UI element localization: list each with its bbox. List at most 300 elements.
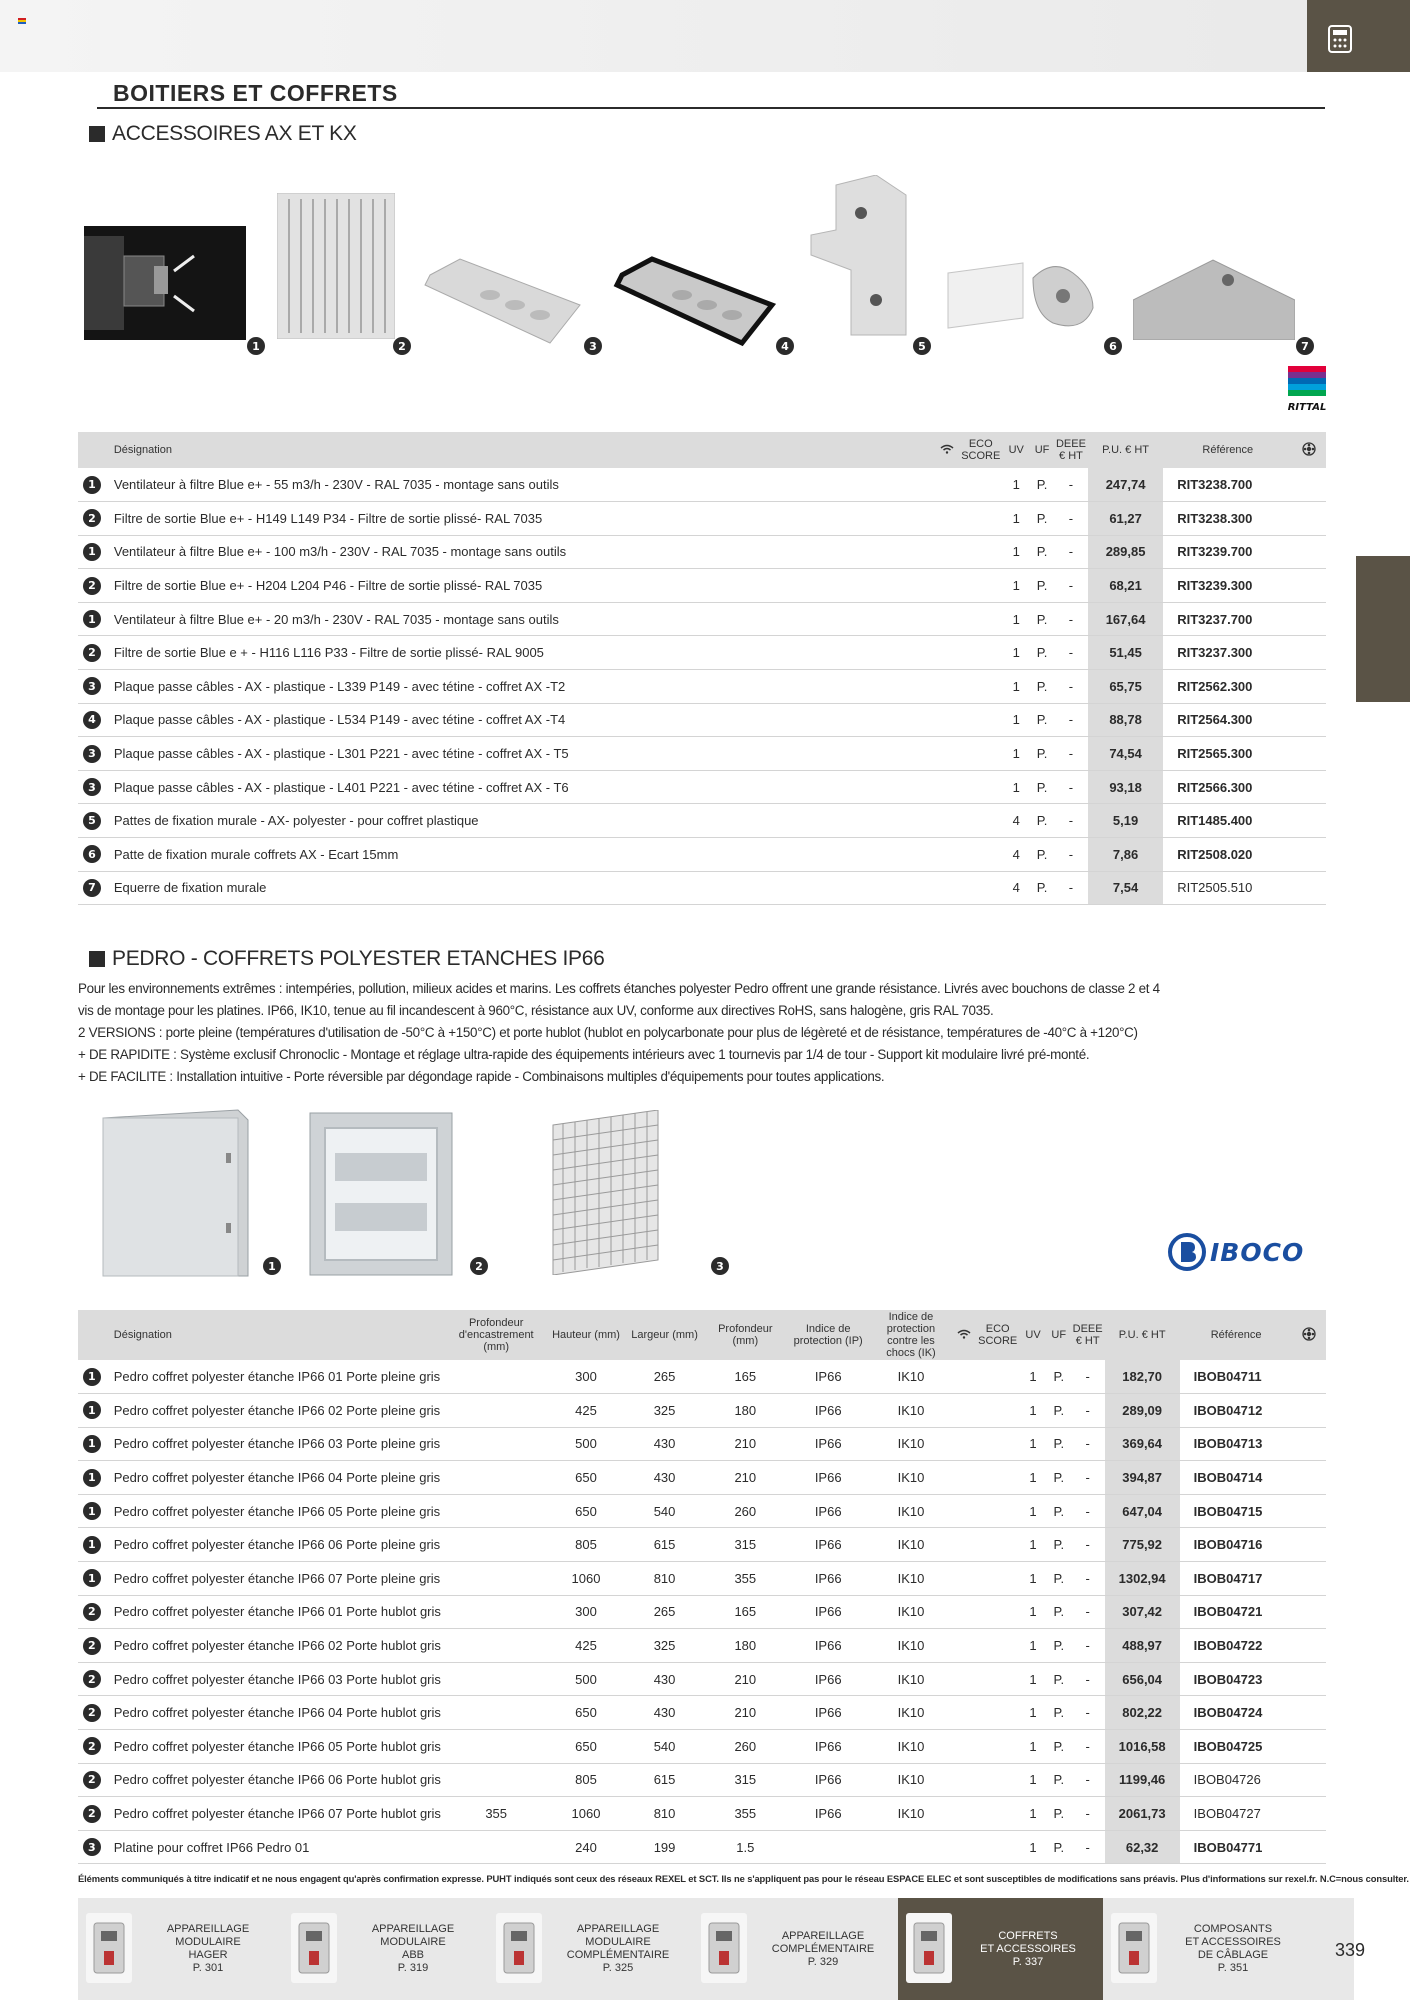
uf-cell: P.	[1047, 1797, 1071, 1831]
nav-item-4[interactable]	[898, 1898, 1103, 2000]
row-number-badge: 3	[83, 677, 101, 695]
page-title: BOITIERS ET COFFRETS	[113, 80, 398, 106]
table-row[interactable]	[78, 804, 1326, 838]
col-uv: UV	[1002, 432, 1030, 468]
uv-cell: 1	[1002, 468, 1030, 502]
hauteur-cell: 650	[547, 1461, 626, 1495]
ip-cell: IP66	[787, 1562, 870, 1596]
wifi-cell	[935, 535, 959, 569]
ik-cell	[870, 1830, 953, 1864]
largeur-cell: 810	[625, 1562, 704, 1596]
designation-cell: Pattes de fixation murale - AX- polyester - pour coffret plastique	[106, 804, 935, 838]
row-number-cell	[78, 1730, 106, 1764]
deee-cell: -	[1054, 737, 1088, 771]
eco-score-cell	[976, 1394, 1019, 1428]
designation-cell: Plaque passe câbles - AX - plastique - L301 P221 - avec tétine - coffret AX - T5	[106, 737, 935, 771]
nav-label-line: P. 301	[192, 1962, 224, 1974]
price-cell: 656,04	[1105, 1662, 1180, 1696]
ip-cell: IP66	[787, 1494, 870, 1528]
eco-score-cell	[976, 1830, 1019, 1864]
pedro-intro-text	[78, 978, 1188, 1088]
profondeur-encastrement-cell	[446, 1696, 547, 1730]
ip-cell: IP66	[787, 1461, 870, 1495]
table-row[interactable]	[78, 1696, 1326, 1730]
row-number-badge: 2	[83, 1603, 101, 1621]
designation-cell: Ventilateur à filtre Blue e+ - 100 m3/h - 230V - RAL 7035 - montage sans outils	[106, 535, 935, 569]
deee-cell: -	[1071, 1662, 1105, 1696]
designation-cell: Pedro coffret polyester étanche IP66 06 Porte hublot gris	[106, 1763, 446, 1797]
reference-cell: IBOB04716	[1180, 1528, 1293, 1562]
profondeur-encastrement-cell	[446, 1427, 547, 1461]
price-cell: 93,18	[1088, 770, 1163, 804]
ik-cell: IK10	[870, 1461, 953, 1495]
profondeur-cell: 260	[704, 1730, 787, 1764]
calculator-tab[interactable]	[1307, 0, 1410, 72]
designation-cell: Plaque passe câbles - AX - plastique - L534 P149 - avec tétine - coffret AX -T4	[106, 703, 935, 737]
profondeur-encastrement-cell	[446, 1662, 547, 1696]
nav-label-line: ABB	[401, 1949, 424, 1961]
nav-label-line: MODULAIRE	[175, 1936, 241, 1948]
nav-label-line: P. 329	[807, 1955, 839, 1968]
uf-cell: P.	[1030, 737, 1054, 771]
table-row[interactable]	[78, 737, 1326, 771]
col-hauteur: Hauteur (mm)	[547, 1310, 626, 1360]
breaker-icon	[291, 1913, 337, 1983]
col-designation: Désignation	[106, 1310, 446, 1360]
eco-score-cell	[976, 1696, 1019, 1730]
designation-cell: Platine pour coffret IP66 Pedro 01	[106, 1830, 446, 1864]
row-number-cell	[78, 1830, 106, 1864]
col-indice-ip: Indice de protection (IP)	[787, 1310, 870, 1360]
section-side-tab[interactable]	[1356, 556, 1410, 702]
nav-label-line: APPAREILLAGE	[166, 1923, 250, 1935]
price-cell: 74,54	[1088, 737, 1163, 771]
nav-item-label	[138, 1898, 278, 2000]
uv-cell: 1	[1002, 535, 1030, 569]
deee-cell: -	[1054, 636, 1088, 670]
uv-cell: 1	[1002, 770, 1030, 804]
extra-cell	[1292, 670, 1326, 704]
row-number-cell	[78, 804, 106, 838]
uf-cell: P.	[1047, 1662, 1071, 1696]
product-image-pedro-solid-door	[98, 1108, 250, 1278]
table-row[interactable]	[78, 502, 1326, 536]
table-row[interactable]	[78, 1763, 1326, 1797]
wifi-cell	[952, 1763, 976, 1797]
table-row[interactable]	[78, 569, 1326, 603]
uv-cell: 4	[1002, 871, 1030, 905]
hauteur-cell: 805	[547, 1763, 626, 1797]
eco-score-cell	[959, 535, 1002, 569]
intro-paragraph: + DE FACILITE : Installation intuitive - Porte réversible par dégondage rapide - Combinaisons multiples d'équipements pour toutes applications.	[78, 1069, 885, 1084]
nav-item-5[interactable]	[1103, 1898, 1308, 2000]
extra-cell	[1293, 1461, 1326, 1495]
table-row[interactable]	[78, 535, 1326, 569]
row-number-badge: 5	[83, 812, 101, 830]
table-row[interactable]	[78, 770, 1326, 804]
deee-cell: -	[1071, 1360, 1105, 1394]
language-flag[interactable]	[18, 18, 26, 24]
uf-cell: P.	[1047, 1394, 1071, 1428]
section-bullet	[89, 951, 105, 967]
extra-cell	[1293, 1696, 1326, 1730]
eco-score-cell	[959, 502, 1002, 536]
nav-label-line: COFFRETS	[998, 1929, 1058, 1942]
designation-cell: Pedro coffret polyester étanche IP66 01 Porte hublot gris	[106, 1595, 446, 1629]
reference-cell: IBOB04712	[1180, 1394, 1293, 1428]
largeur-cell: 430	[625, 1461, 704, 1495]
profondeur-encastrement-cell	[446, 1595, 547, 1629]
ip-cell: IP66	[787, 1763, 870, 1797]
col-largeur: Largeur (mm)	[625, 1310, 704, 1360]
profondeur-encastrement-cell	[446, 1461, 547, 1495]
nav-label-line: APPAREILLAGE	[371, 1923, 455, 1935]
deee-cell: -	[1071, 1797, 1105, 1831]
table-header-row	[78, 432, 1326, 468]
extra-cell	[1293, 1797, 1326, 1831]
eco-score-cell	[976, 1528, 1019, 1562]
image-number-badge: 6	[1104, 337, 1122, 355]
uv-cell: 1	[1002, 737, 1030, 771]
enclosure-icon	[906, 1913, 952, 1983]
largeur-cell: 430	[625, 1662, 704, 1696]
uv-cell: 1	[1002, 602, 1030, 636]
wifi-icon	[935, 432, 959, 468]
row-number-badge: 1	[83, 543, 101, 561]
row-number-badge: 3	[83, 778, 101, 796]
nav-label-line: APPAREILLAGE	[781, 1929, 865, 1942]
table-row[interactable]	[78, 1494, 1326, 1528]
profondeur-encastrement-cell	[446, 1494, 547, 1528]
calculator-icon	[1327, 24, 1353, 54]
extra-cell	[1292, 569, 1326, 603]
uf-cell: P.	[1047, 1595, 1071, 1629]
row-number-cell	[78, 1662, 106, 1696]
wifi-cell	[952, 1562, 976, 1596]
intro-paragraph: vis de montage pour les platines. IP66, IK10, tenue au fil incandescent à 960°C, résistance aux UV, conforme aux directives RoHS, sans halogène, gris RAL 7035.	[78, 1003, 994, 1018]
uf-cell: P.	[1047, 1562, 1071, 1596]
row-number-badge: 1	[83, 610, 101, 628]
table-row[interactable]	[78, 670, 1326, 704]
profondeur-cell: 210	[704, 1662, 787, 1696]
table-row[interactable]	[78, 1394, 1326, 1428]
product-image-fan	[84, 226, 246, 340]
reference-cell: RIT3238.300	[1163, 502, 1292, 536]
nav-item-label	[548, 1898, 688, 2000]
nav-label-line: HAGER	[188, 1949, 228, 1961]
row-number-badge: 3	[83, 1838, 101, 1856]
ip-cell: IP66	[787, 1528, 870, 1562]
wifi-cell	[935, 670, 959, 704]
eco-score-cell	[976, 1562, 1019, 1596]
row-number-badge: 4	[83, 711, 101, 729]
nav-item-3[interactable]	[693, 1898, 898, 2000]
profondeur-cell: 210	[704, 1427, 787, 1461]
uv-cell: 1	[1002, 636, 1030, 670]
col-deee: DEEE € HT	[1071, 1310, 1105, 1360]
row-number-cell	[78, 1562, 106, 1596]
row-number-badge: 2	[83, 577, 101, 595]
ip-cell: IP66	[787, 1360, 870, 1394]
wifi-cell	[952, 1830, 976, 1864]
eco-score-cell	[959, 468, 1002, 502]
price-cell: 65,75	[1088, 670, 1163, 704]
reference-cell: IBOB04714	[1180, 1461, 1293, 1495]
extra-cell	[1293, 1494, 1326, 1528]
extra-cell	[1292, 636, 1326, 670]
uv-cell: 1	[1019, 1494, 1047, 1528]
col-profondeur-encastrement: Profondeur d'encastrement (mm)	[446, 1310, 547, 1360]
table-header-row	[78, 1310, 1326, 1360]
table-row[interactable]	[78, 1528, 1326, 1562]
extra-cell	[1293, 1662, 1326, 1696]
ip-cell: IP66	[787, 1394, 870, 1428]
designation-cell: Pedro coffret polyester étanche IP66 05 Porte pleine gris	[106, 1494, 446, 1528]
hauteur-cell: 300	[547, 1595, 626, 1629]
ik-cell: IK10	[870, 1629, 953, 1663]
reference-cell: IBOB04717	[1180, 1562, 1293, 1596]
profondeur-cell: 165	[704, 1360, 787, 1394]
table-row[interactable]	[78, 602, 1326, 636]
table-row[interactable]	[78, 1427, 1326, 1461]
nav-label-line: APPAREILLAGE	[576, 1923, 660, 1935]
product-image-cable-plate-black	[612, 255, 777, 347]
price-cell: 1302,94	[1105, 1562, 1180, 1596]
eco-score-cell	[959, 838, 1002, 872]
uf-cell: P.	[1030, 871, 1054, 905]
uv-cell: 1	[1019, 1763, 1047, 1797]
eco-score-cell	[976, 1730, 1019, 1764]
eco-score-cell	[959, 804, 1002, 838]
table-row[interactable]	[78, 1730, 1326, 1764]
uv-cell: 1	[1002, 502, 1030, 536]
uv-cell: 1	[1019, 1662, 1047, 1696]
uf-cell: P.	[1030, 838, 1054, 872]
nav-item-label	[1163, 1898, 1303, 2000]
price-cell: 1016,58	[1105, 1730, 1180, 1764]
uf-cell: P.	[1030, 703, 1054, 737]
extra-cell	[1293, 1595, 1326, 1629]
price-cell: 247,74	[1088, 468, 1163, 502]
row-number-badge: 1	[83, 1502, 101, 1520]
wifi-cell	[935, 636, 959, 670]
table-row[interactable]	[78, 1562, 1326, 1596]
table-row[interactable]	[78, 1662, 1326, 1696]
hauteur-cell: 650	[547, 1494, 626, 1528]
uf-cell: P.	[1030, 535, 1054, 569]
profondeur-cell: 315	[704, 1763, 787, 1797]
row-number-badge: 1	[83, 1435, 101, 1453]
largeur-cell: 325	[625, 1629, 704, 1663]
uf-cell: P.	[1047, 1360, 1071, 1394]
wifi-cell	[935, 838, 959, 872]
image-number-badge: 2	[393, 337, 411, 355]
pedro-table	[78, 1310, 1326, 1864]
wifi-cell	[935, 737, 959, 771]
deee-cell: -	[1071, 1394, 1105, 1428]
deee-cell: -	[1071, 1427, 1105, 1461]
nav-item-1[interactable]	[283, 1898, 488, 2000]
row-number-badge: 2	[83, 1737, 101, 1755]
profondeur-encastrement-cell	[446, 1562, 547, 1596]
product-image-wall-bracket	[806, 175, 914, 340]
uf-cell: P.	[1047, 1427, 1071, 1461]
uv-cell: 1	[1019, 1595, 1047, 1629]
profondeur-cell: 165	[704, 1595, 787, 1629]
wifi-cell	[952, 1427, 976, 1461]
row-number-badge: 1	[83, 1469, 101, 1487]
nav-item-2[interactable]	[488, 1898, 693, 2000]
price-cell: 369,64	[1105, 1427, 1180, 1461]
hauteur-cell: 240	[547, 1830, 626, 1864]
row-number-cell	[78, 1797, 106, 1831]
row-number-badge: 2	[83, 1771, 101, 1789]
uf-cell: P.	[1047, 1494, 1071, 1528]
flower-icon	[1293, 1310, 1326, 1360]
hauteur-cell: 300	[547, 1360, 626, 1394]
col-profondeur: Profondeur (mm)	[704, 1310, 787, 1360]
table-row[interactable]	[78, 1360, 1326, 1394]
ip-cell: IP66	[787, 1696, 870, 1730]
ik-cell: IK10	[870, 1360, 953, 1394]
profondeur-encastrement-cell	[446, 1360, 547, 1394]
uf-cell: P.	[1047, 1730, 1071, 1764]
largeur-cell: 430	[625, 1696, 704, 1730]
row-number-badge: 1	[83, 1368, 101, 1386]
row-number-cell	[78, 1528, 106, 1562]
uv-cell: 1	[1019, 1730, 1047, 1764]
profondeur-encastrement-cell	[446, 1528, 547, 1562]
extra-cell	[1292, 770, 1326, 804]
product-image-pedro-mounting-plate	[548, 1110, 663, 1275]
nav-item-0[interactable]	[78, 1898, 283, 2000]
eco-score-cell	[976, 1360, 1019, 1394]
ik-cell: IK10	[870, 1528, 953, 1562]
eco-score-cell	[959, 871, 1002, 905]
price-cell: 775,92	[1105, 1528, 1180, 1562]
reference-cell: RIT3239.300	[1163, 569, 1292, 603]
row-number-cell	[78, 569, 106, 603]
row-number-badge: 2	[83, 1670, 101, 1688]
wifi-cell	[952, 1394, 976, 1428]
rittal-logo	[1288, 366, 1326, 418]
designation-cell: Pedro coffret polyester étanche IP66 05 Porte hublot gris	[106, 1730, 446, 1764]
uf-cell: P.	[1047, 1461, 1071, 1495]
designation-cell: Patte de fixation murale coffrets AX - Ecart 15mm	[106, 838, 935, 872]
reference-cell: RIT3239.700	[1163, 535, 1292, 569]
product-image-angle-bracket	[1133, 255, 1295, 340]
table-row[interactable]	[78, 838, 1326, 872]
designation-cell: Pedro coffret polyester étanche IP66 03 Porte pleine gris	[106, 1427, 446, 1461]
table-row[interactable]	[78, 871, 1326, 905]
profondeur-cell: 1.5	[704, 1830, 787, 1864]
uv-cell: 1	[1019, 1830, 1047, 1864]
iboco-mark-icon	[1168, 1233, 1206, 1271]
profondeur-cell: 355	[704, 1797, 787, 1831]
deee-cell: -	[1071, 1562, 1105, 1596]
reference-cell: IBOB04715	[1180, 1494, 1293, 1528]
wifi-cell	[935, 871, 959, 905]
deee-cell: -	[1054, 770, 1088, 804]
extra-cell	[1293, 1394, 1326, 1428]
reference-cell: IBOB04723	[1180, 1662, 1293, 1696]
uf-cell: P.	[1047, 1629, 1071, 1663]
extra-cell	[1292, 804, 1326, 838]
row-number-cell	[78, 1360, 106, 1394]
uv-cell: 1	[1019, 1394, 1047, 1428]
deee-cell: -	[1054, 703, 1088, 737]
designation-cell: Pedro coffret polyester étanche IP66 03 Porte hublot gris	[106, 1662, 446, 1696]
table-row[interactable]	[78, 703, 1326, 737]
image-number-badge: 4	[776, 337, 794, 355]
nav-label-line: COMPLÉMENTAIRE	[566, 1949, 670, 1961]
nav-label-line: MODULAIRE	[380, 1936, 446, 1948]
eco-score-cell	[976, 1797, 1019, 1831]
extra-cell	[1292, 703, 1326, 737]
ik-cell: IK10	[870, 1662, 953, 1696]
reference-cell: RIT3237.700	[1163, 602, 1292, 636]
profondeur-encastrement-cell: 355	[446, 1797, 547, 1831]
col-uf: UF	[1047, 1310, 1071, 1360]
reference-cell: RIT2505.510	[1163, 871, 1292, 905]
page-number: 339	[1335, 1940, 1366, 1960]
table-row[interactable]	[78, 468, 1326, 502]
price-cell: 88,78	[1088, 703, 1163, 737]
designation-cell: Pedro coffret polyester étanche IP66 06 Porte pleine gris	[106, 1528, 446, 1562]
table-row[interactable]	[78, 636, 1326, 670]
table-row[interactable]	[78, 1461, 1326, 1495]
ik-cell: IK10	[870, 1797, 953, 1831]
reference-cell: RIT2508.020	[1163, 838, 1292, 872]
eco-score-cell	[959, 703, 1002, 737]
table-row[interactable]	[78, 1595, 1326, 1629]
price-cell: 289,85	[1088, 535, 1163, 569]
eco-score-cell	[959, 602, 1002, 636]
profondeur-cell: 210	[704, 1696, 787, 1730]
designation-cell: Equerre de fixation murale	[106, 871, 935, 905]
profondeur-cell: 315	[704, 1528, 787, 1562]
ik-cell: IK10	[870, 1394, 953, 1428]
reference-cell: IBOB04725	[1180, 1730, 1293, 1764]
reference-cell: IBOB04724	[1180, 1696, 1293, 1730]
ip-cell: IP66	[787, 1427, 870, 1461]
table-row[interactable]	[78, 1830, 1326, 1864]
wifi-cell	[935, 468, 959, 502]
extra-cell	[1293, 1763, 1326, 1797]
largeur-cell: 540	[625, 1494, 704, 1528]
row-number-badge: 6	[83, 845, 101, 863]
designation-cell: Pedro coffret polyester étanche IP66 02 Porte pleine gris	[106, 1394, 446, 1428]
deee-cell: -	[1054, 535, 1088, 569]
row-number-cell	[78, 468, 106, 502]
largeur-cell: 430	[625, 1427, 704, 1461]
designation-cell: Pedro coffret polyester étanche IP66 04 Porte hublot gris	[106, 1696, 446, 1730]
designation-cell: Pedro coffret polyester étanche IP66 02 Porte hublot gris	[106, 1629, 446, 1663]
eco-score-cell	[976, 1427, 1019, 1461]
wifi-cell	[952, 1730, 976, 1764]
timer-icon	[496, 1913, 542, 1983]
largeur-cell: 615	[625, 1763, 704, 1797]
nav-label-line: COMPOSANTS	[1193, 1923, 1273, 1935]
uv-cell: 4	[1002, 804, 1030, 838]
extra-cell	[1292, 502, 1326, 536]
row-number-cell	[78, 535, 106, 569]
designation-cell: Plaque passe câbles - AX - plastique - L401 P221 - avec tétine - coffret AX - T6	[106, 770, 935, 804]
col-deee: DEEE € HT	[1054, 432, 1088, 468]
price-cell: 7,54	[1088, 871, 1163, 905]
table-row[interactable]	[78, 1797, 1326, 1831]
table-row[interactable]	[78, 1629, 1326, 1663]
